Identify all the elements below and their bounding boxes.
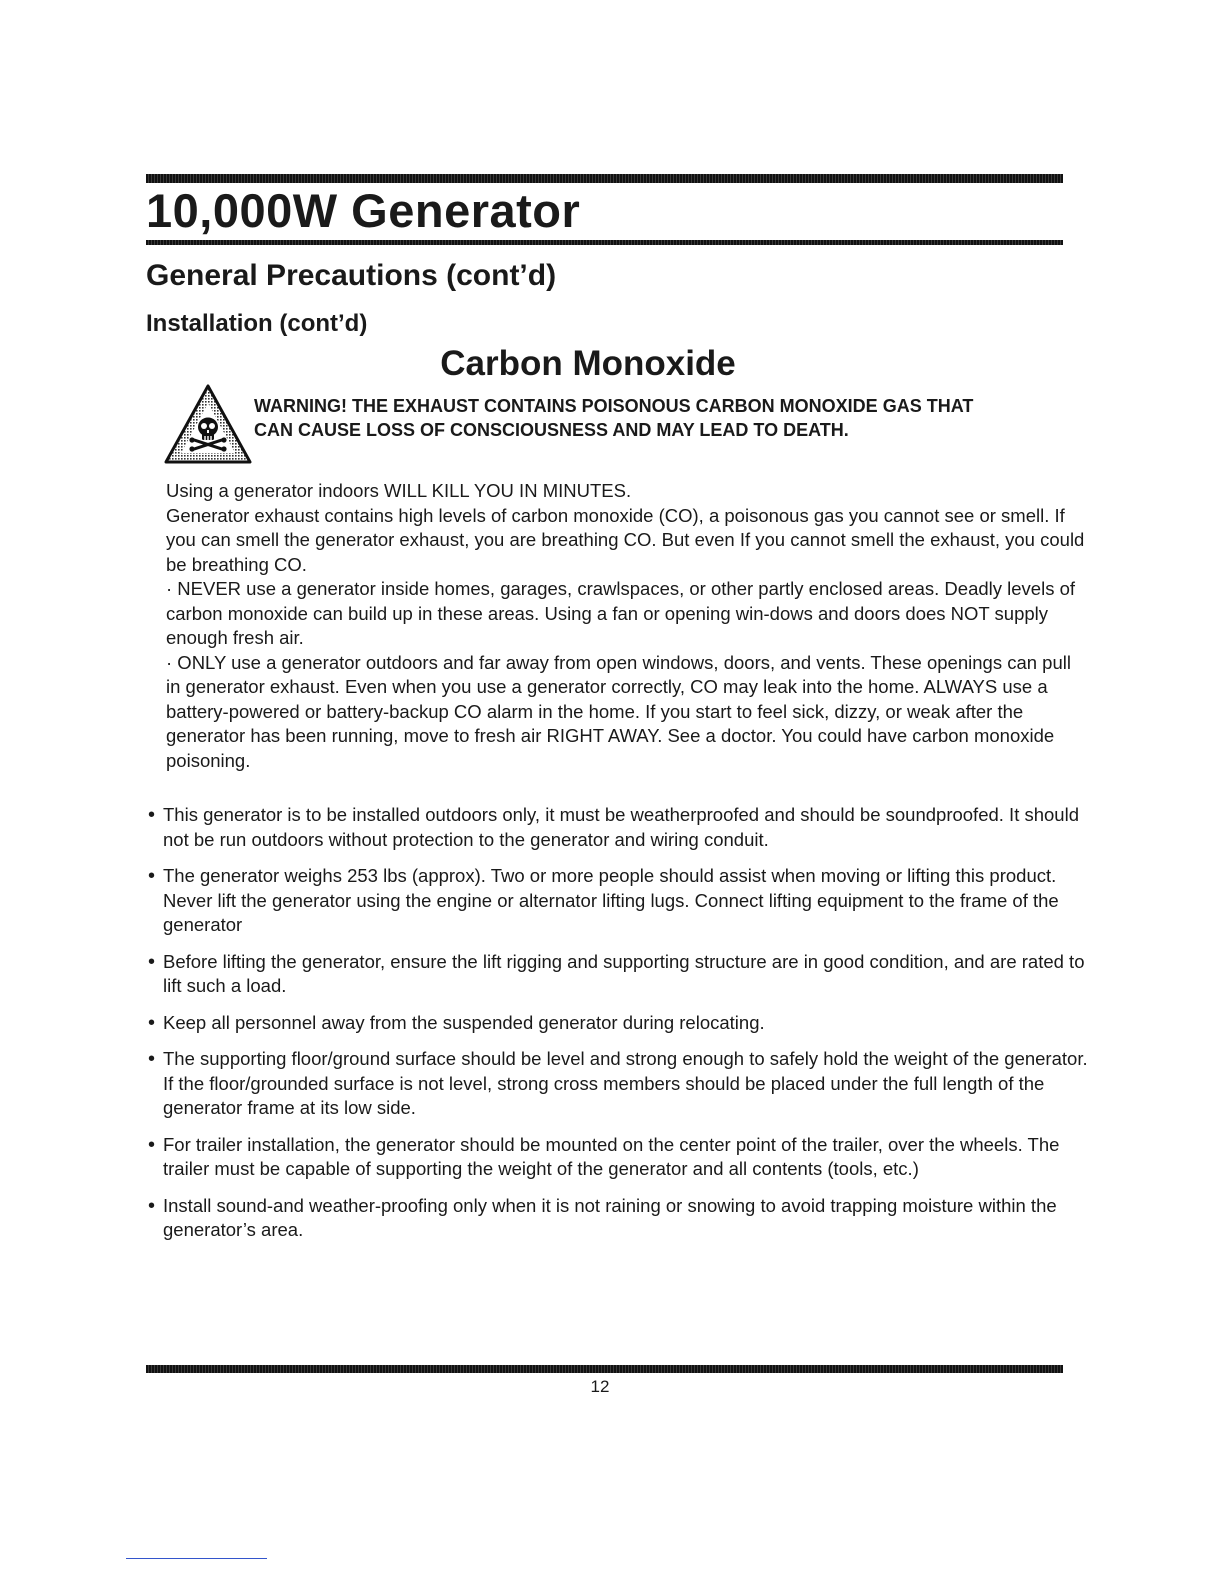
- document-title: 10,000W Generator: [146, 184, 581, 237]
- list-item: • The generator weighs 253 lbs (approx). Two or more people should assist when moving or lifting this product. Never lift the generator using the engine or alternator lifting lugs. Connect lifting equipment to the frame of the generator: [140, 864, 1100, 938]
- warning-text: WARNING! THE EXHAUST CONTAINS POISONOUS CARBON MONOXIDE GAS THAT CAN CAUSE LOSS OF CONSCIOUSNESS AND MAY LEAD TO DEATH.: [254, 396, 974, 440]
- section-title: General Precautions (cont’d): [146, 259, 557, 292]
- list-item: • Install sound-and weather-proofing only when it is not raining or snowing to avoid trapping moisture within the generator’s area.: [140, 1194, 1100, 1243]
- footer-divider: [126, 1558, 267, 1559]
- list-item: • Before lifting the generator, ensure the lift rigging and supporting structure are in good condition, and are rated to lift such a load.: [140, 950, 1100, 999]
- list-item: • This generator is to be installed outdoors only, it must be weatherproofed and should be soundproofed. It should not be run outdoors without protection to the generator and wiring conduit.: [140, 803, 1100, 852]
- subsection-title: Installation (cont’d): [146, 310, 368, 337]
- list-item: • The supporting floor/ground surface should be level and strong enough to safely hold the weight of the generator. If the floor/grounded surface is not level, strong cross members should be placed under the full length of the generator frame at its low side.: [140, 1047, 1100, 1121]
- co-paragraph: Generator exhaust contains high levels of carbon monoxide (CO), a poisonous gas you cannot see or smell. If you can smell the generator exhaust, you are breathing CO. But even If you cannot smell the exhaust, you could be breathing CO.: [166, 504, 1085, 575]
- carbon-monoxide-body: [166, 479, 1086, 773]
- skull-warning-triangle-icon: [163, 383, 253, 465]
- bottom-rule: [146, 1365, 1063, 1373]
- list-item: • Keep all personnel away from the suspended generator during relocating.: [140, 1011, 1100, 1036]
- list-item: • For trailer installation, the generator should be mounted on the center point of the trailer, over the wheels. The trailer must be capable of supporting the weight of the generator and all contents (tools, etc.): [140, 1133, 1100, 1182]
- co-paragraph: Using a generator indoors WILL KILL YOU IN MINUTES.: [166, 480, 632, 501]
- co-paragraph: · NEVER use a generator inside homes, garages, crawlspaces, or other partly enclosed areas. Deadly levels of carbon monoxide can build up in these areas. Using a fan or opening win-dows and doors does NOT supply enough fresh air.: [166, 578, 1076, 648]
- title-underline: [146, 240, 1063, 245]
- carbon-monoxide-heading: Carbon Monoxide: [440, 344, 736, 383]
- page-number: 12: [590, 1377, 610, 1396]
- installation-bullet-list: [140, 803, 1100, 1255]
- co-paragraph: · ONLY use a generator outdoors and far away from open windows, doors, and vents. These openings can pull in generator exhaust. Even when you use a generator correctly, CO may leak into the home. ALWAYS use a battery-powered or battery-backup CO alarm in the home. If you start to feel sick, dizzy, or weak after the generator has been running, move to fresh air RIGHT AWAY. See a doctor. You could have carbon monoxide poisoning.: [166, 651, 1071, 771]
